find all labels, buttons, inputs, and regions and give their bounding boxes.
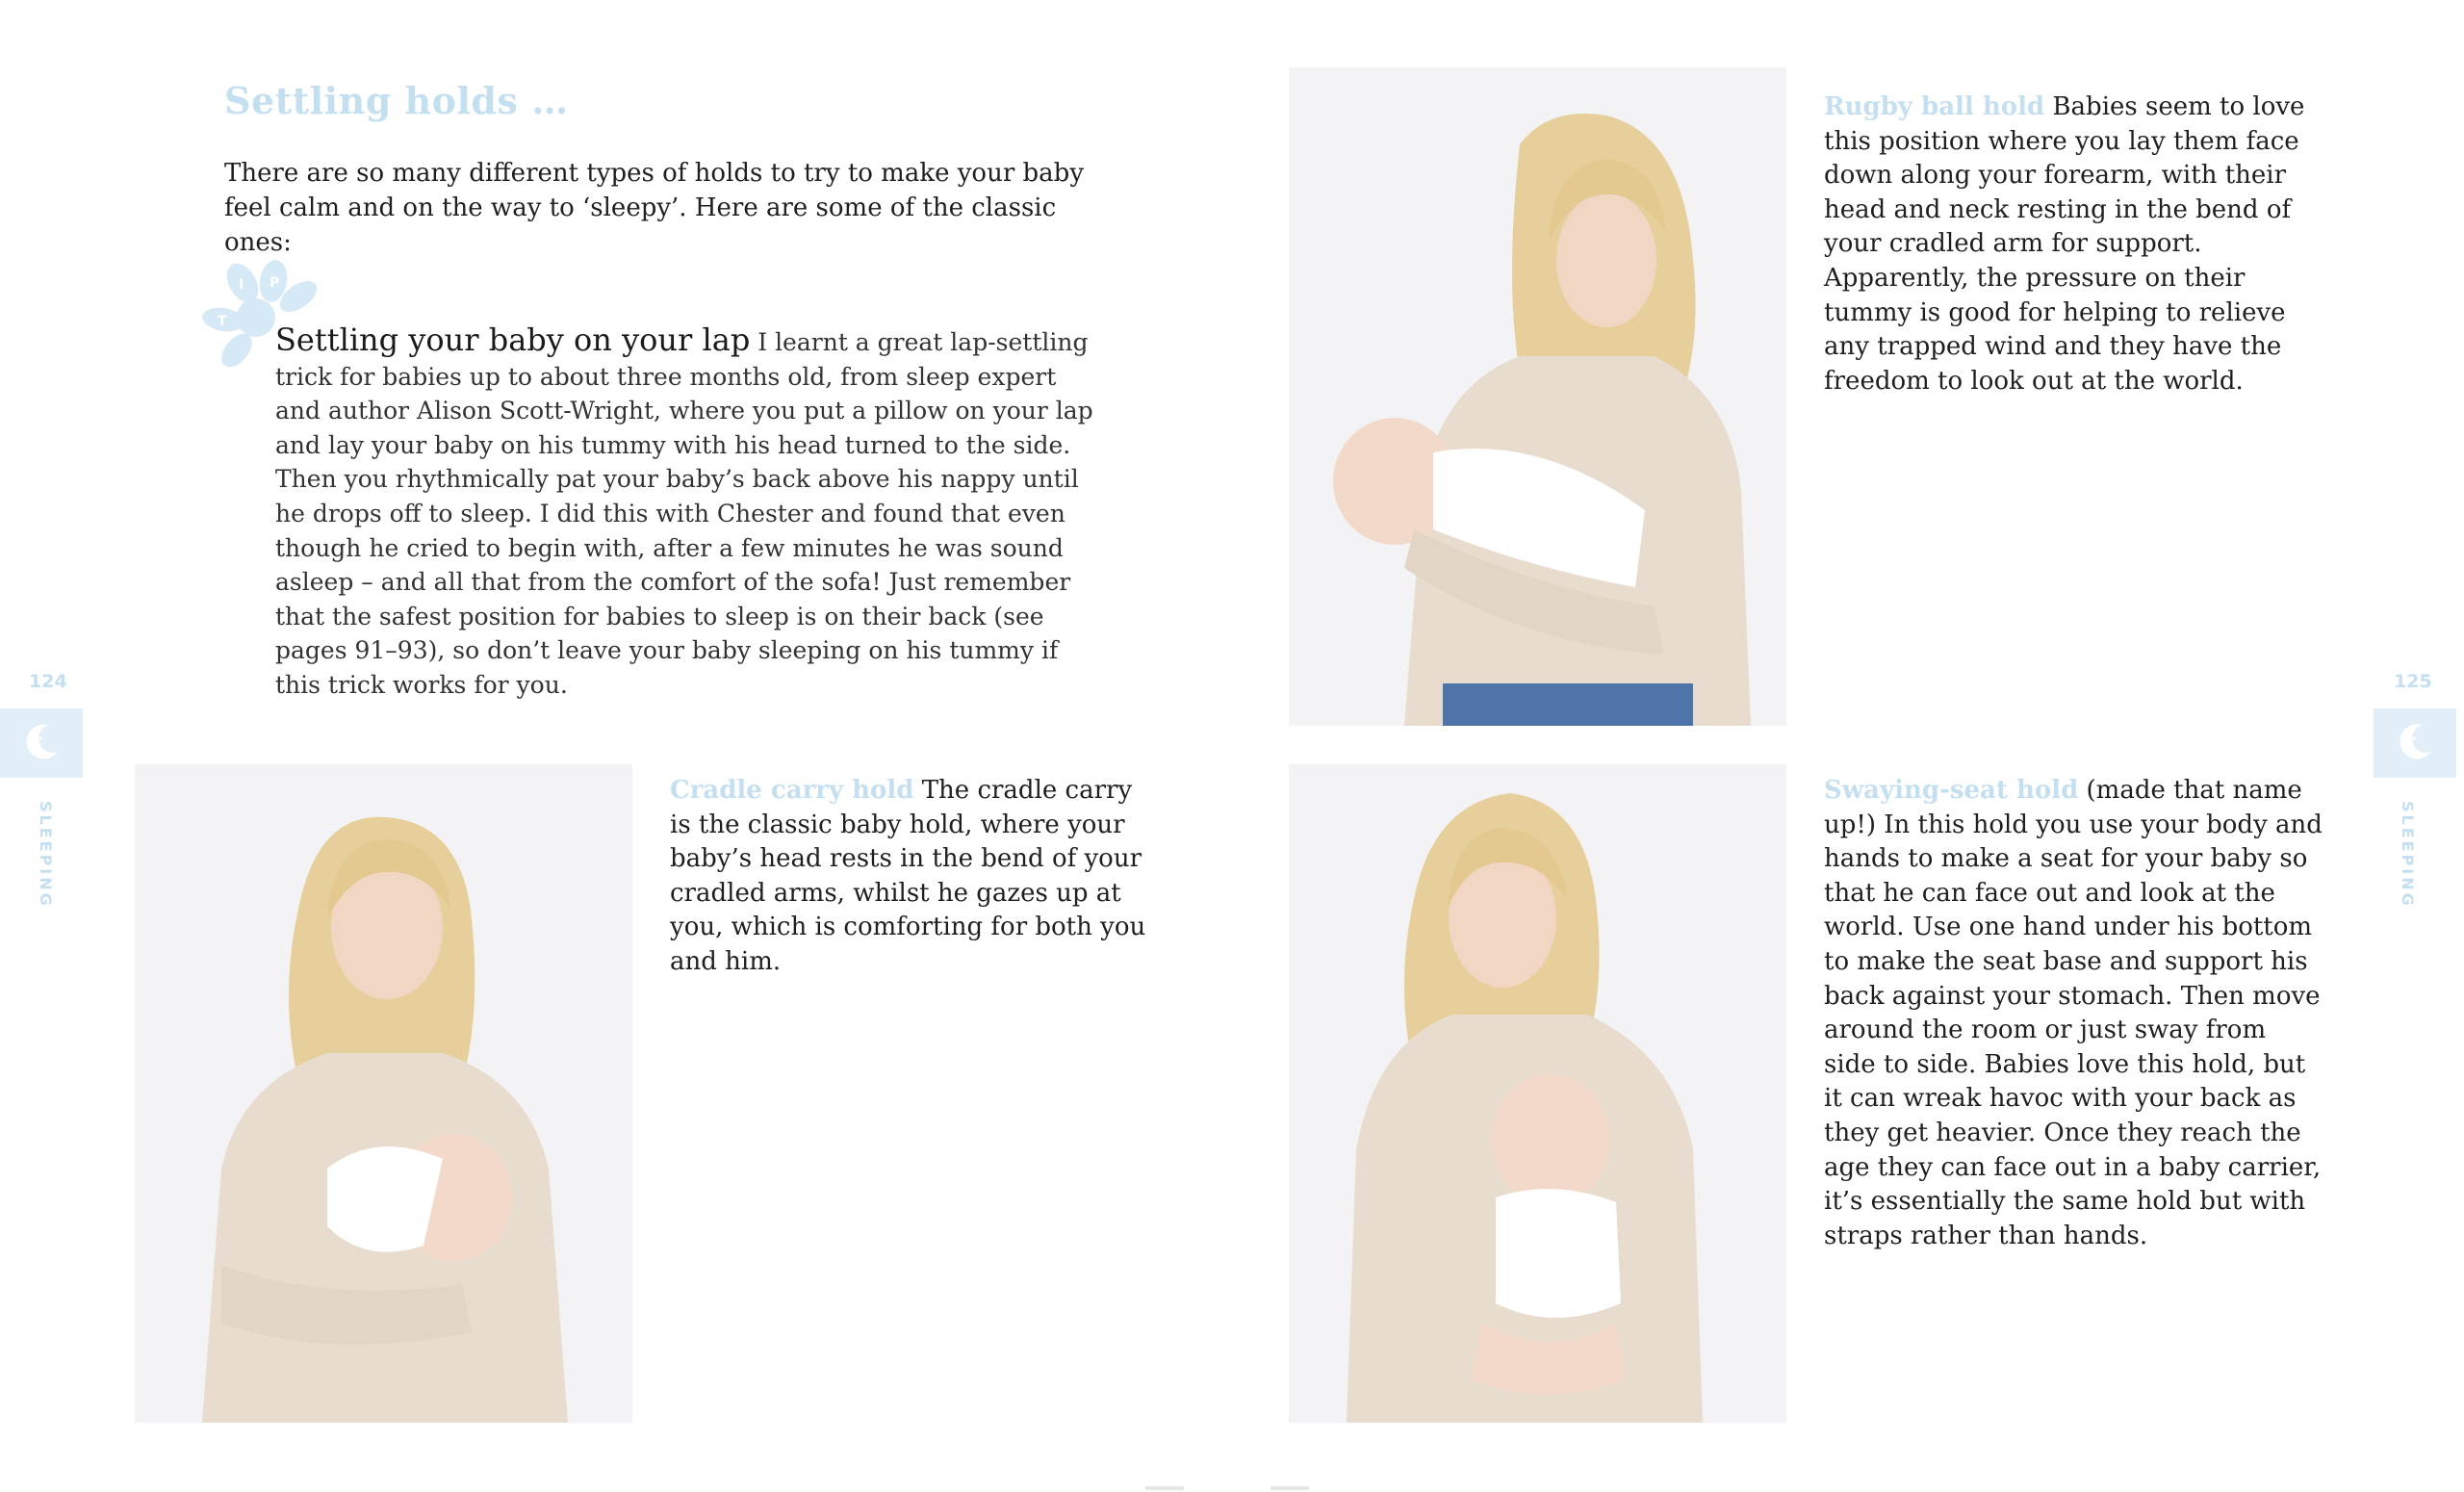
page-number-left: 124 <box>29 671 67 692</box>
tip-paragraph <box>275 323 1093 703</box>
rugby-paragraph <box>1824 90 2324 399</box>
cradle-paragraph <box>670 774 1151 980</box>
swaying-seat-photo <box>1289 764 1786 1423</box>
tip-heading: Settling your baby on your lap <box>275 322 751 358</box>
cradle-body: The cradle carry is the classic baby hold, where your baby’s head rests in the bend of your cradled arms, whilst he gazes up at you, which is comforting for both you and him. <box>670 776 1146 976</box>
page-title: Settling holds … <box>224 79 569 122</box>
gutter-mark-left <box>1145 1486 1184 1490</box>
rugby-ball-photo <box>1289 67 1786 726</box>
moon-stars-icon <box>19 719 64 767</box>
swaying-label: Swaying-seat hold <box>1824 776 2079 805</box>
tip-body: I learnt a great lap-settling trick for babies up to about three months old, from sleep expert and author Alison Scott-Wright, where you put a pillow on your lap and lay your baby on his tummy with his head turned to the side. Then you rhythmically pat your baby’s back above his nappy until he drops off to sleep. I did this with Chester and found that even though he cried to begin with, after a few minutes he was sound asleep – and all that from the comfort of the sofa! Just remember that the safest position for babies to sleep is on their back (see pages 91–93), so don’t leave your baby sleeping on his tummy if this trick works for you. <box>275 328 1093 699</box>
page-number-right: 125 <box>2394 671 2432 692</box>
svg-text:P: P <box>270 275 280 291</box>
section-tab-left <box>0 708 83 778</box>
rugby-body: Babies seem to love this position where you lay them face down along your forearm, with their head and neck resting in the bend of your cradled arm for support. Apparently, the pressure on their tummy is good for helping to relieve any trapped wind and they have the freedom to look out at the world. <box>1824 92 2305 396</box>
section-tab-right <box>2374 708 2456 778</box>
gutter-mark-right <box>1270 1486 1309 1490</box>
rugby-label: Rugby ball hold <box>1824 92 2045 121</box>
cradle-label: Cradle carry hold <box>670 776 914 805</box>
section-label-left: SLEEPING <box>37 801 55 909</box>
swaying-body: (made that name up!) In this hold you use your body and hands to make a seat for your baby so that he can face out and look at the world. Use one hand under his bottom to make the seat base and support his back against your stomach. Then move around the room or just sway from side to side. Babies love this hold, but it can wreak havoc with your back as they get heavier. Once they reach the age they can face out in a baby carrier, it’s essentially the same hold but with straps rather than hands. <box>1824 776 2323 1250</box>
svg-text:T: T <box>218 314 227 329</box>
section-label-right: SLEEPING <box>2399 801 2417 909</box>
cradle-carry-photo <box>135 764 632 1423</box>
swaying-paragraph <box>1824 774 2324 1253</box>
moon-stars-icon <box>2393 719 2437 767</box>
intro-paragraph: There are so many different types of holds to try to make your baby feel calm and on the way to ‘sleepy’. Here are some of the classic ones: <box>224 159 1085 257</box>
svg-text:I: I <box>239 277 244 293</box>
